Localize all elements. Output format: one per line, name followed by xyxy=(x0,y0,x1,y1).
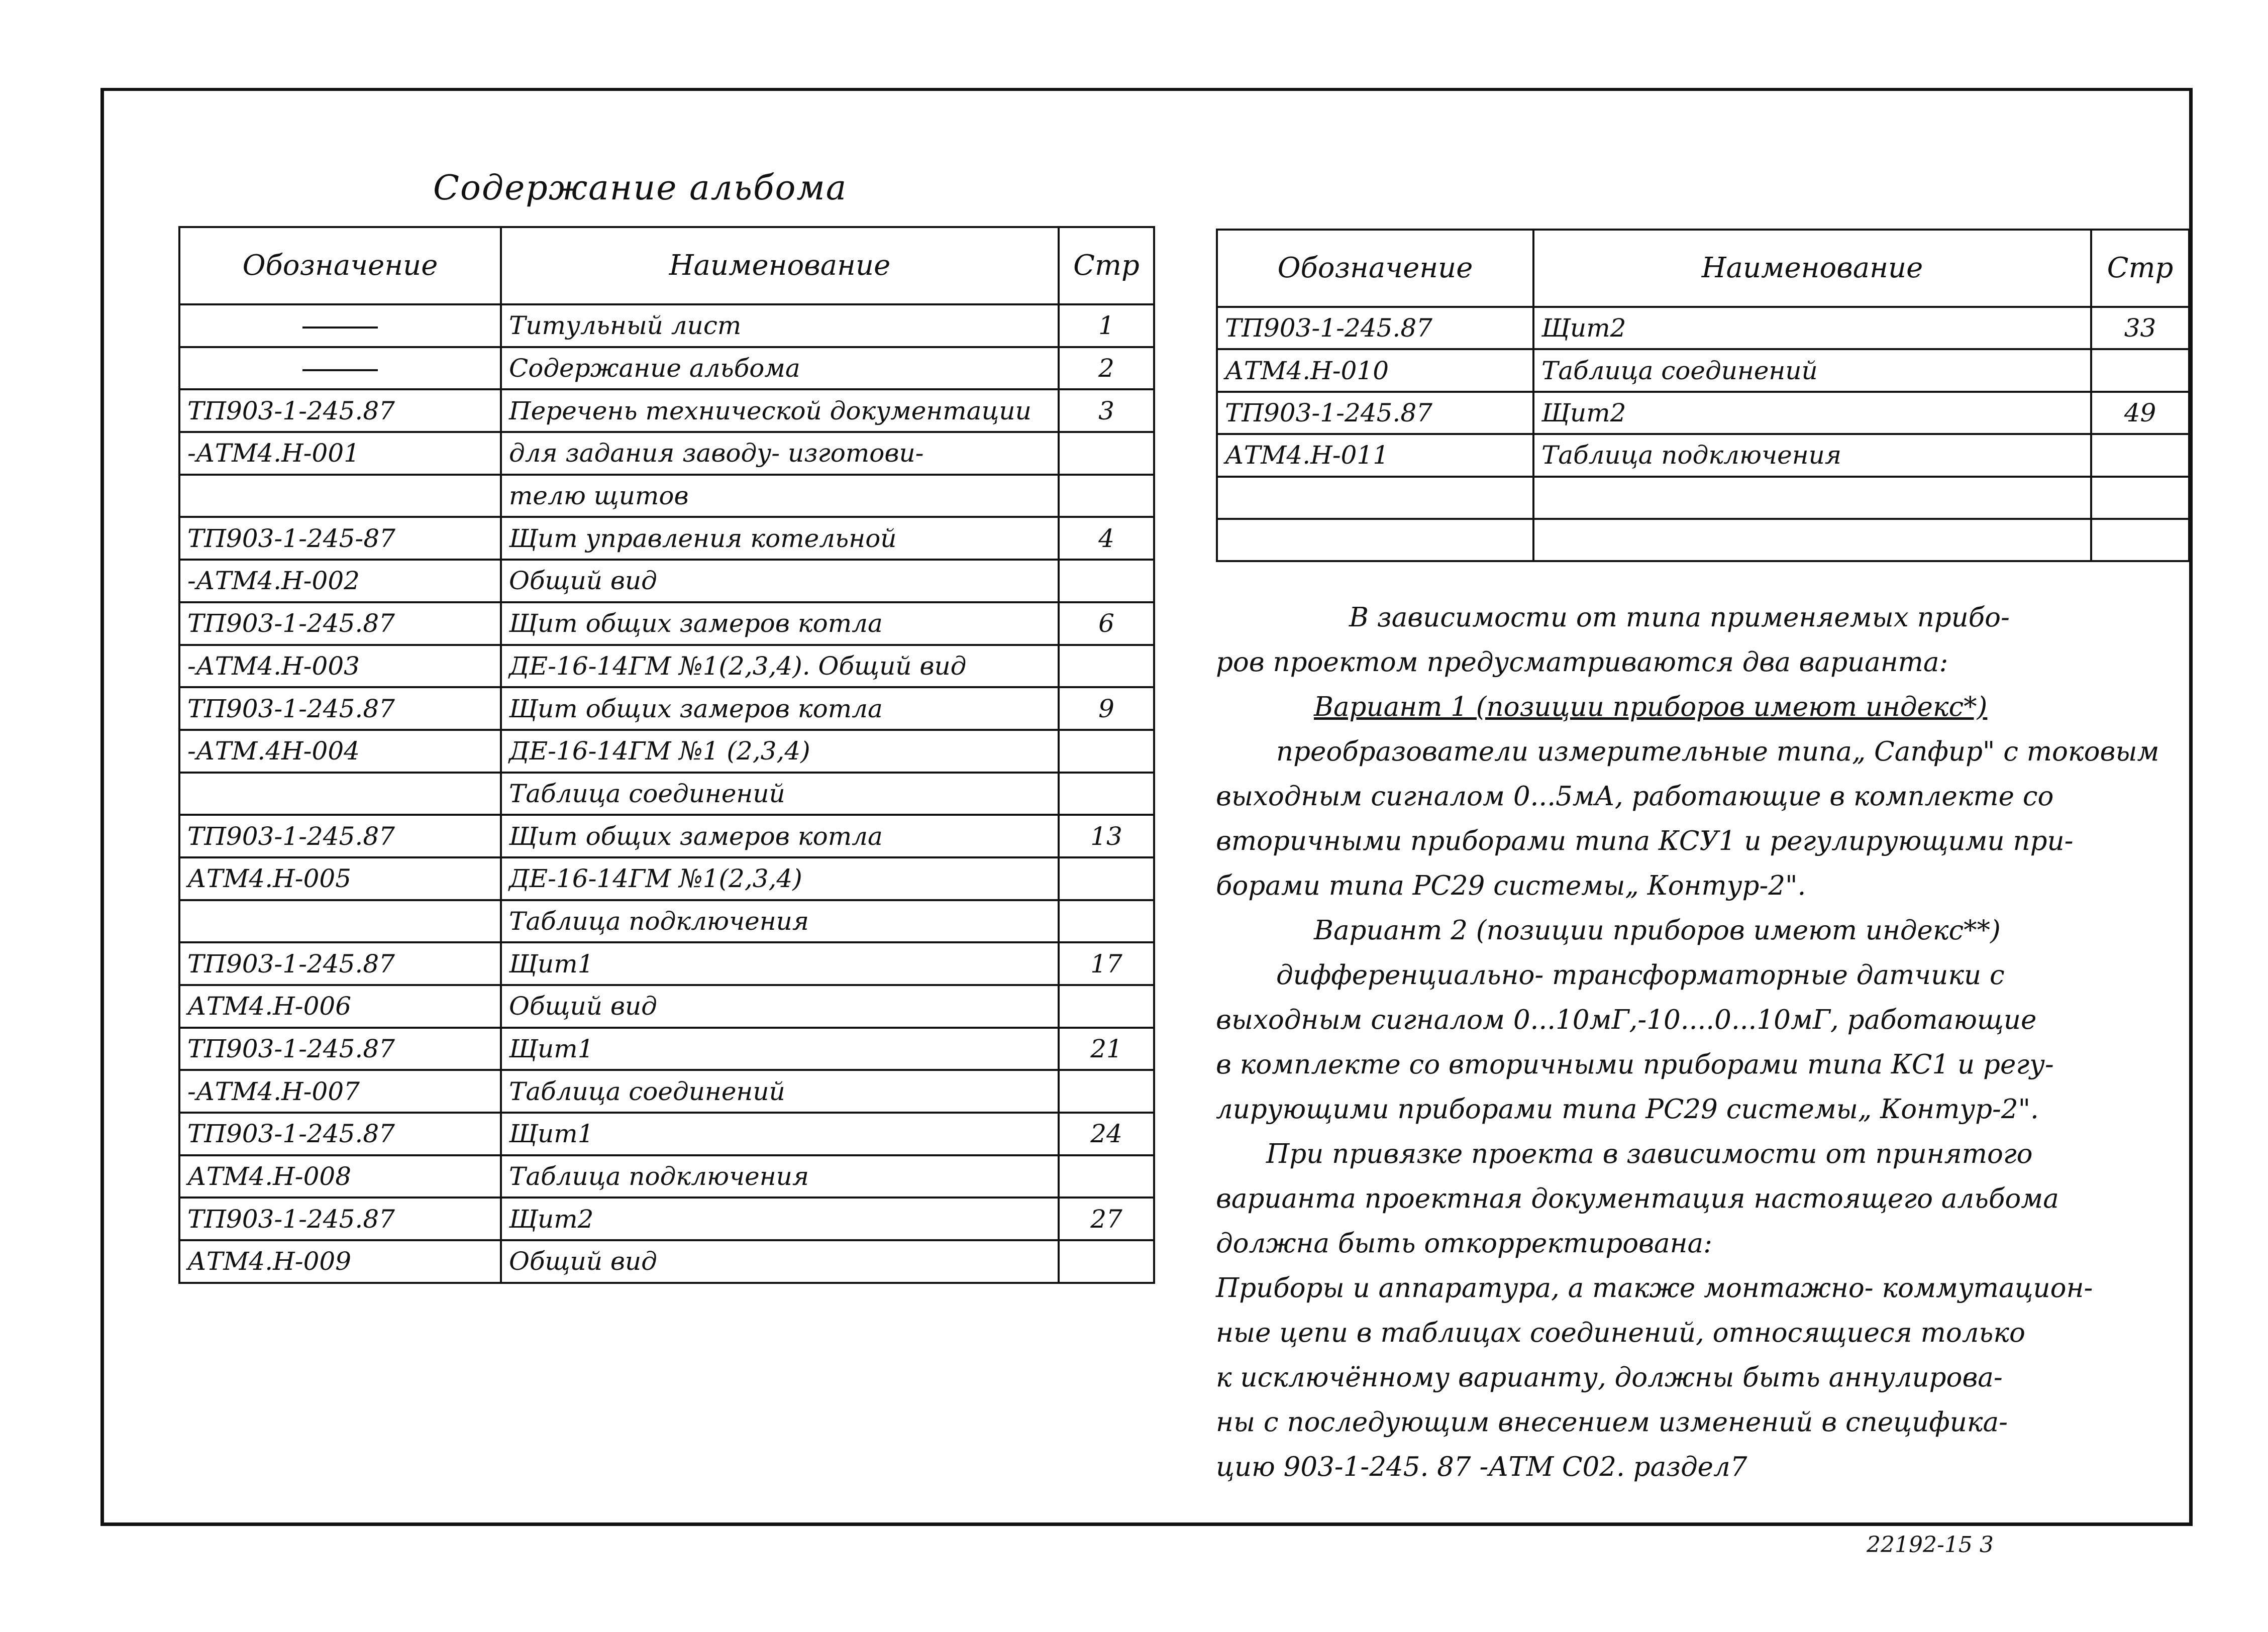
name-cell: Общий вид xyxy=(501,985,1059,1028)
table-row xyxy=(179,1070,1154,1113)
contents-table-left xyxy=(178,226,1155,1284)
designation-cell: АТМ4.Н-008 xyxy=(179,1155,501,1198)
name-cell: Таблица соединений xyxy=(501,773,1059,815)
table-row xyxy=(179,857,1154,900)
name-cell: Щит общих замеров котла xyxy=(501,602,1059,645)
table-row xyxy=(1217,349,2189,391)
table-row xyxy=(179,1198,1154,1240)
page-cell: 6 xyxy=(1059,602,1154,645)
designation-cell: АТМ4.Н-006 xyxy=(179,985,501,1028)
note-line: вторичными приборами типа КСУ1 и регулирующими при- xyxy=(1216,826,2074,856)
name-cell: Общий вид xyxy=(501,1240,1059,1283)
name-cell: Щит2 xyxy=(501,1198,1059,1240)
name-cell: для задания заводу- изготови- xyxy=(501,432,1059,475)
note-line: лирующими приборами типа РС29 системы„ Контур-2". xyxy=(1216,1094,2039,1125)
page-cell xyxy=(1059,1155,1154,1198)
page-cell: 1 xyxy=(1059,304,1154,347)
name-cell: ДЕ-16-14ГМ №1 (2,3,4) xyxy=(501,730,1059,773)
name-cell: Таблица соединений xyxy=(501,1070,1059,1113)
dash-mark xyxy=(302,369,378,371)
note-line: в комплекте со вторичными приборами типа КС1 и регу- xyxy=(1216,1049,2054,1080)
table-row xyxy=(179,942,1154,985)
designation-cell: -АТМ4.Н-007 xyxy=(179,1070,501,1113)
page-cell: 3 xyxy=(1059,389,1154,432)
note-line: Приборы и аппаратура, а также монтажно- коммутацион- xyxy=(1216,1273,2093,1303)
designation-cell xyxy=(179,304,501,347)
name-cell: телю щитов xyxy=(501,475,1059,517)
note-line: цию 903-1-245. 87 -АТМ С02. раздел7 xyxy=(1216,1452,1747,1482)
page-cell xyxy=(1059,1240,1154,1283)
page-cell xyxy=(1059,432,1154,475)
header-page: Стр xyxy=(2091,230,2189,307)
table-row xyxy=(1217,307,2189,349)
table-header-row xyxy=(179,227,1154,304)
note-line: дифференциально- трансформаторные датчики с xyxy=(1276,960,2005,991)
table-row xyxy=(1217,519,2189,561)
designation-cell xyxy=(179,475,501,517)
header-designation: Обозначение xyxy=(1217,230,1533,307)
page-cell xyxy=(2091,349,2189,391)
designation-cell: -АТМ.4Н-004 xyxy=(179,730,501,773)
page-cell: 13 xyxy=(1059,815,1154,857)
designation-cell: ТП903-1-245.87 xyxy=(179,1198,501,1240)
designation-cell: -АТМ4.Н-003 xyxy=(179,645,501,688)
table-header-row xyxy=(1217,230,2189,307)
note-line: должна быть откорректирована: xyxy=(1216,1228,1712,1259)
designation-cell: АТМ4.Н-011 xyxy=(1217,434,1533,476)
variant-2-heading: Вариант 2 (позиции приборов имеют индекс**) xyxy=(1314,915,2001,946)
designation-cell: АТМ4.Н-005 xyxy=(179,857,501,900)
header-page: Стр xyxy=(1059,227,1154,304)
table-row xyxy=(179,475,1154,517)
name-cell: Таблица соединений xyxy=(1533,349,2091,391)
name-cell: Титульный лист xyxy=(501,304,1059,347)
name-cell: Щит управления котельной xyxy=(501,517,1059,560)
designation-cell: ТП903-1-245.87 xyxy=(179,1028,501,1070)
table-row xyxy=(179,389,1154,432)
designation-cell: ТП903-1-245.87 xyxy=(1217,392,1533,434)
designation-cell: ТП903-1-245.87 xyxy=(179,815,501,857)
name-cell: Щит1 xyxy=(501,1113,1059,1155)
name-cell: ДЕ-16-14ГМ №1(2,3,4) xyxy=(501,857,1059,900)
name-cell xyxy=(1533,519,2091,561)
table-row xyxy=(179,645,1154,688)
page-cell xyxy=(1059,773,1154,815)
table-row xyxy=(179,347,1154,390)
table-row xyxy=(179,602,1154,645)
designation-cell xyxy=(179,773,501,815)
note-line: выходным сигналом 0...5мА, работающие в комплекте со xyxy=(1216,781,2054,812)
note-line: преобразователи измерительные типа„ Сапфир" с токовым xyxy=(1276,736,2159,767)
name-cell: Таблица подключения xyxy=(1533,434,2091,476)
page-cell xyxy=(1059,857,1154,900)
table-row xyxy=(179,815,1154,857)
page-cell: 27 xyxy=(1059,1198,1154,1240)
page-cell: 17 xyxy=(1059,942,1154,985)
designation-cell xyxy=(179,900,501,943)
page-cell xyxy=(1059,560,1154,602)
page-cell: 4 xyxy=(1059,517,1154,560)
page-cell xyxy=(2091,434,2189,476)
document-code: 22192-15 3 xyxy=(1867,1532,1994,1558)
note-line: борами типа РС29 системы„ Контур-2". xyxy=(1216,871,1806,901)
page-cell: 24 xyxy=(1059,1113,1154,1155)
page-cell: 33 xyxy=(2091,307,2189,349)
table-row xyxy=(179,687,1154,730)
page-cell xyxy=(1059,900,1154,943)
table-row xyxy=(179,1113,1154,1155)
table-row xyxy=(179,773,1154,815)
table-row xyxy=(179,985,1154,1028)
designation-cell: ТП903-1-245.87 xyxy=(179,687,501,730)
name-cell: Содержание альбома xyxy=(501,347,1059,390)
designation-cell: ТП903-1-245.87 xyxy=(179,1113,501,1155)
table-row xyxy=(179,1155,1154,1198)
table-row xyxy=(179,1240,1154,1283)
designation-cell: АТМ4.Н-010 xyxy=(1217,349,1533,391)
table-row xyxy=(179,432,1154,475)
name-cell: Щит общих замеров котла xyxy=(501,815,1059,857)
designation-cell: -АТМ4.Н-001 xyxy=(179,432,501,475)
album-title: Содержание альбома xyxy=(433,168,848,208)
header-name: Наименование xyxy=(501,227,1059,304)
page-cell: 9 xyxy=(1059,687,1154,730)
note-line: ные цепи в таблицах соединений, относящиеся только xyxy=(1216,1318,2025,1348)
table-row xyxy=(179,1028,1154,1070)
note-line: В зависимости от типа применяемых прибо- xyxy=(1349,602,2010,633)
designation-cell xyxy=(1217,519,1533,561)
note-line: варианта проектная документация настоящего альбома xyxy=(1216,1183,2059,1214)
designation-cell xyxy=(1217,477,1533,519)
header-name: Наименование xyxy=(1533,230,2091,307)
table-row xyxy=(179,560,1154,602)
designation-cell: ТП903-1-245.87 xyxy=(179,602,501,645)
page-cell xyxy=(2091,519,2189,561)
table-row xyxy=(179,900,1154,943)
page-cell xyxy=(1059,645,1154,688)
table-row xyxy=(179,517,1154,560)
contents-table-right xyxy=(1216,229,2190,562)
name-cell: Щит2 xyxy=(1533,307,2091,349)
variant-notes xyxy=(1216,595,2196,1489)
designation-cell: ТП903-1-245.87 xyxy=(179,389,501,432)
designation-cell: ТП903-1-245-87 xyxy=(179,517,501,560)
name-cell: Щит1 xyxy=(501,1028,1059,1070)
variant-1-heading: Вариант 1 (позиции приборов имеют индекс*) xyxy=(1314,692,1988,722)
header-designation: Обозначение xyxy=(179,227,501,304)
page-cell xyxy=(1059,475,1154,517)
page-cell: 21 xyxy=(1059,1028,1154,1070)
name-cell: Щит1 xyxy=(501,942,1059,985)
designation-cell: ТП903-1-245.87 xyxy=(179,942,501,985)
designation-cell: ТП903-1-245.87 xyxy=(1217,307,1533,349)
name-cell: ДЕ-16-14ГМ №1(2,3,4). Общий вид xyxy=(501,645,1059,688)
name-cell: Общий вид xyxy=(501,560,1059,602)
table-row xyxy=(179,730,1154,773)
note-line: При привязке проекта в зависимости от принятого xyxy=(1266,1139,2033,1169)
page-cell: 49 xyxy=(2091,392,2189,434)
table-row xyxy=(179,304,1154,347)
page-cell xyxy=(1059,985,1154,1028)
table-row xyxy=(1217,392,2189,434)
page-cell xyxy=(1059,1070,1154,1113)
designation-cell: АТМ4.Н-009 xyxy=(179,1240,501,1283)
page-cell xyxy=(2091,477,2189,519)
table-row xyxy=(1217,477,2189,519)
name-cell: Таблица подключения xyxy=(501,900,1059,943)
page-cell xyxy=(1059,730,1154,773)
note-line: к исключённому варианту, должны быть аннулирова- xyxy=(1216,1362,2003,1393)
name-cell xyxy=(1533,477,2091,519)
designation-cell: -АТМ4.Н-002 xyxy=(179,560,501,602)
name-cell: Таблица подключения xyxy=(501,1155,1059,1198)
note-line: ны с последующим внесением изменений в специфика- xyxy=(1216,1407,2008,1438)
name-cell: Щит общих замеров котла xyxy=(501,687,1059,730)
note-line: ров проектом предусматриваются два варианта: xyxy=(1216,647,1948,678)
page-cell: 2 xyxy=(1059,347,1154,390)
designation-cell xyxy=(179,347,501,390)
name-cell: Перечень технической документации xyxy=(501,389,1059,432)
note-line: выходным сигналом 0...10мГ,-10....0...10мГ, работающие xyxy=(1216,1005,2037,1035)
name-cell: Щит2 xyxy=(1533,392,2091,434)
dash-mark xyxy=(302,327,378,329)
table-row xyxy=(1217,434,2189,476)
